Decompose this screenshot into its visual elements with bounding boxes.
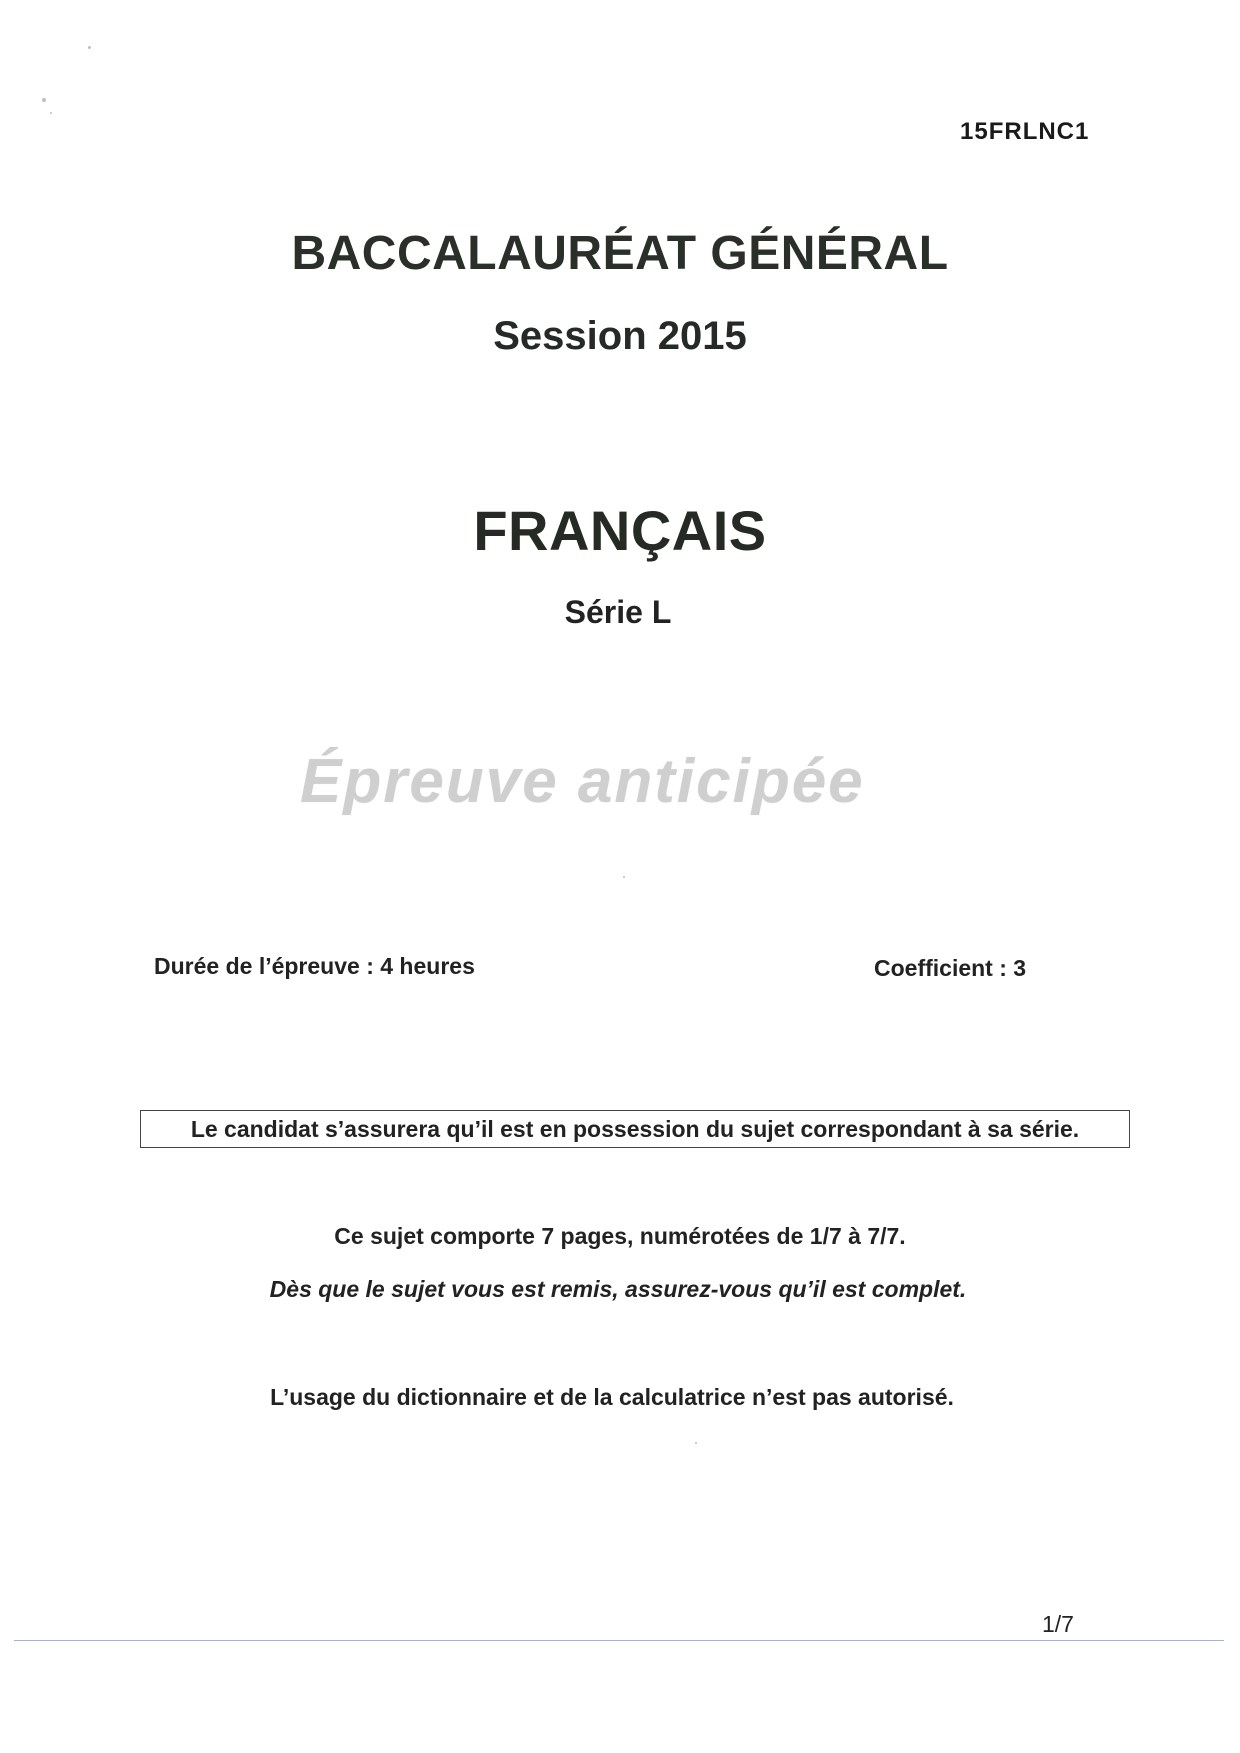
exam-code: 15FRLNC1 (960, 118, 1090, 145)
page-count-text: Ce sujet comporte 7 pages, numérotées de 1/7 à 7/7. (334, 1223, 906, 1249)
exam-title: BACCALAURÉAT GÉNÉRAL (291, 227, 949, 280)
coefficient-text: Coefficient : 3 (874, 955, 1027, 981)
scan-speck (42, 98, 46, 102)
scan-speck (623, 876, 625, 878)
serie-label: Série L (564, 594, 672, 630)
scan-speck (695, 1442, 697, 1444)
subject-title: FRANÇAIS (473, 499, 767, 562)
scan-speck (88, 46, 91, 49)
notice-box (140, 1110, 1130, 1148)
usage-rule: L’usage du dictionnaire et de la calculatrice n’est pas autorisé. (270, 1384, 954, 1410)
duration-text: Durée de l’épreuve : 4 heures (154, 953, 475, 979)
watermark-text: Épreuve anticipée (300, 747, 865, 816)
bottom-rule (14, 1640, 1224, 1641)
completeness-note: Dès que le sujet vous est remis, assurez-vous qu’il est complet. (269, 1276, 967, 1302)
notice-text: Le candidat s’assurera qu’il est en possession du sujet correspondant à sa série. (190, 1115, 1080, 1142)
page-number: 1/7 (1042, 1611, 1074, 1637)
session-year: Session 2015 (493, 314, 747, 358)
scan-speck (50, 112, 52, 114)
